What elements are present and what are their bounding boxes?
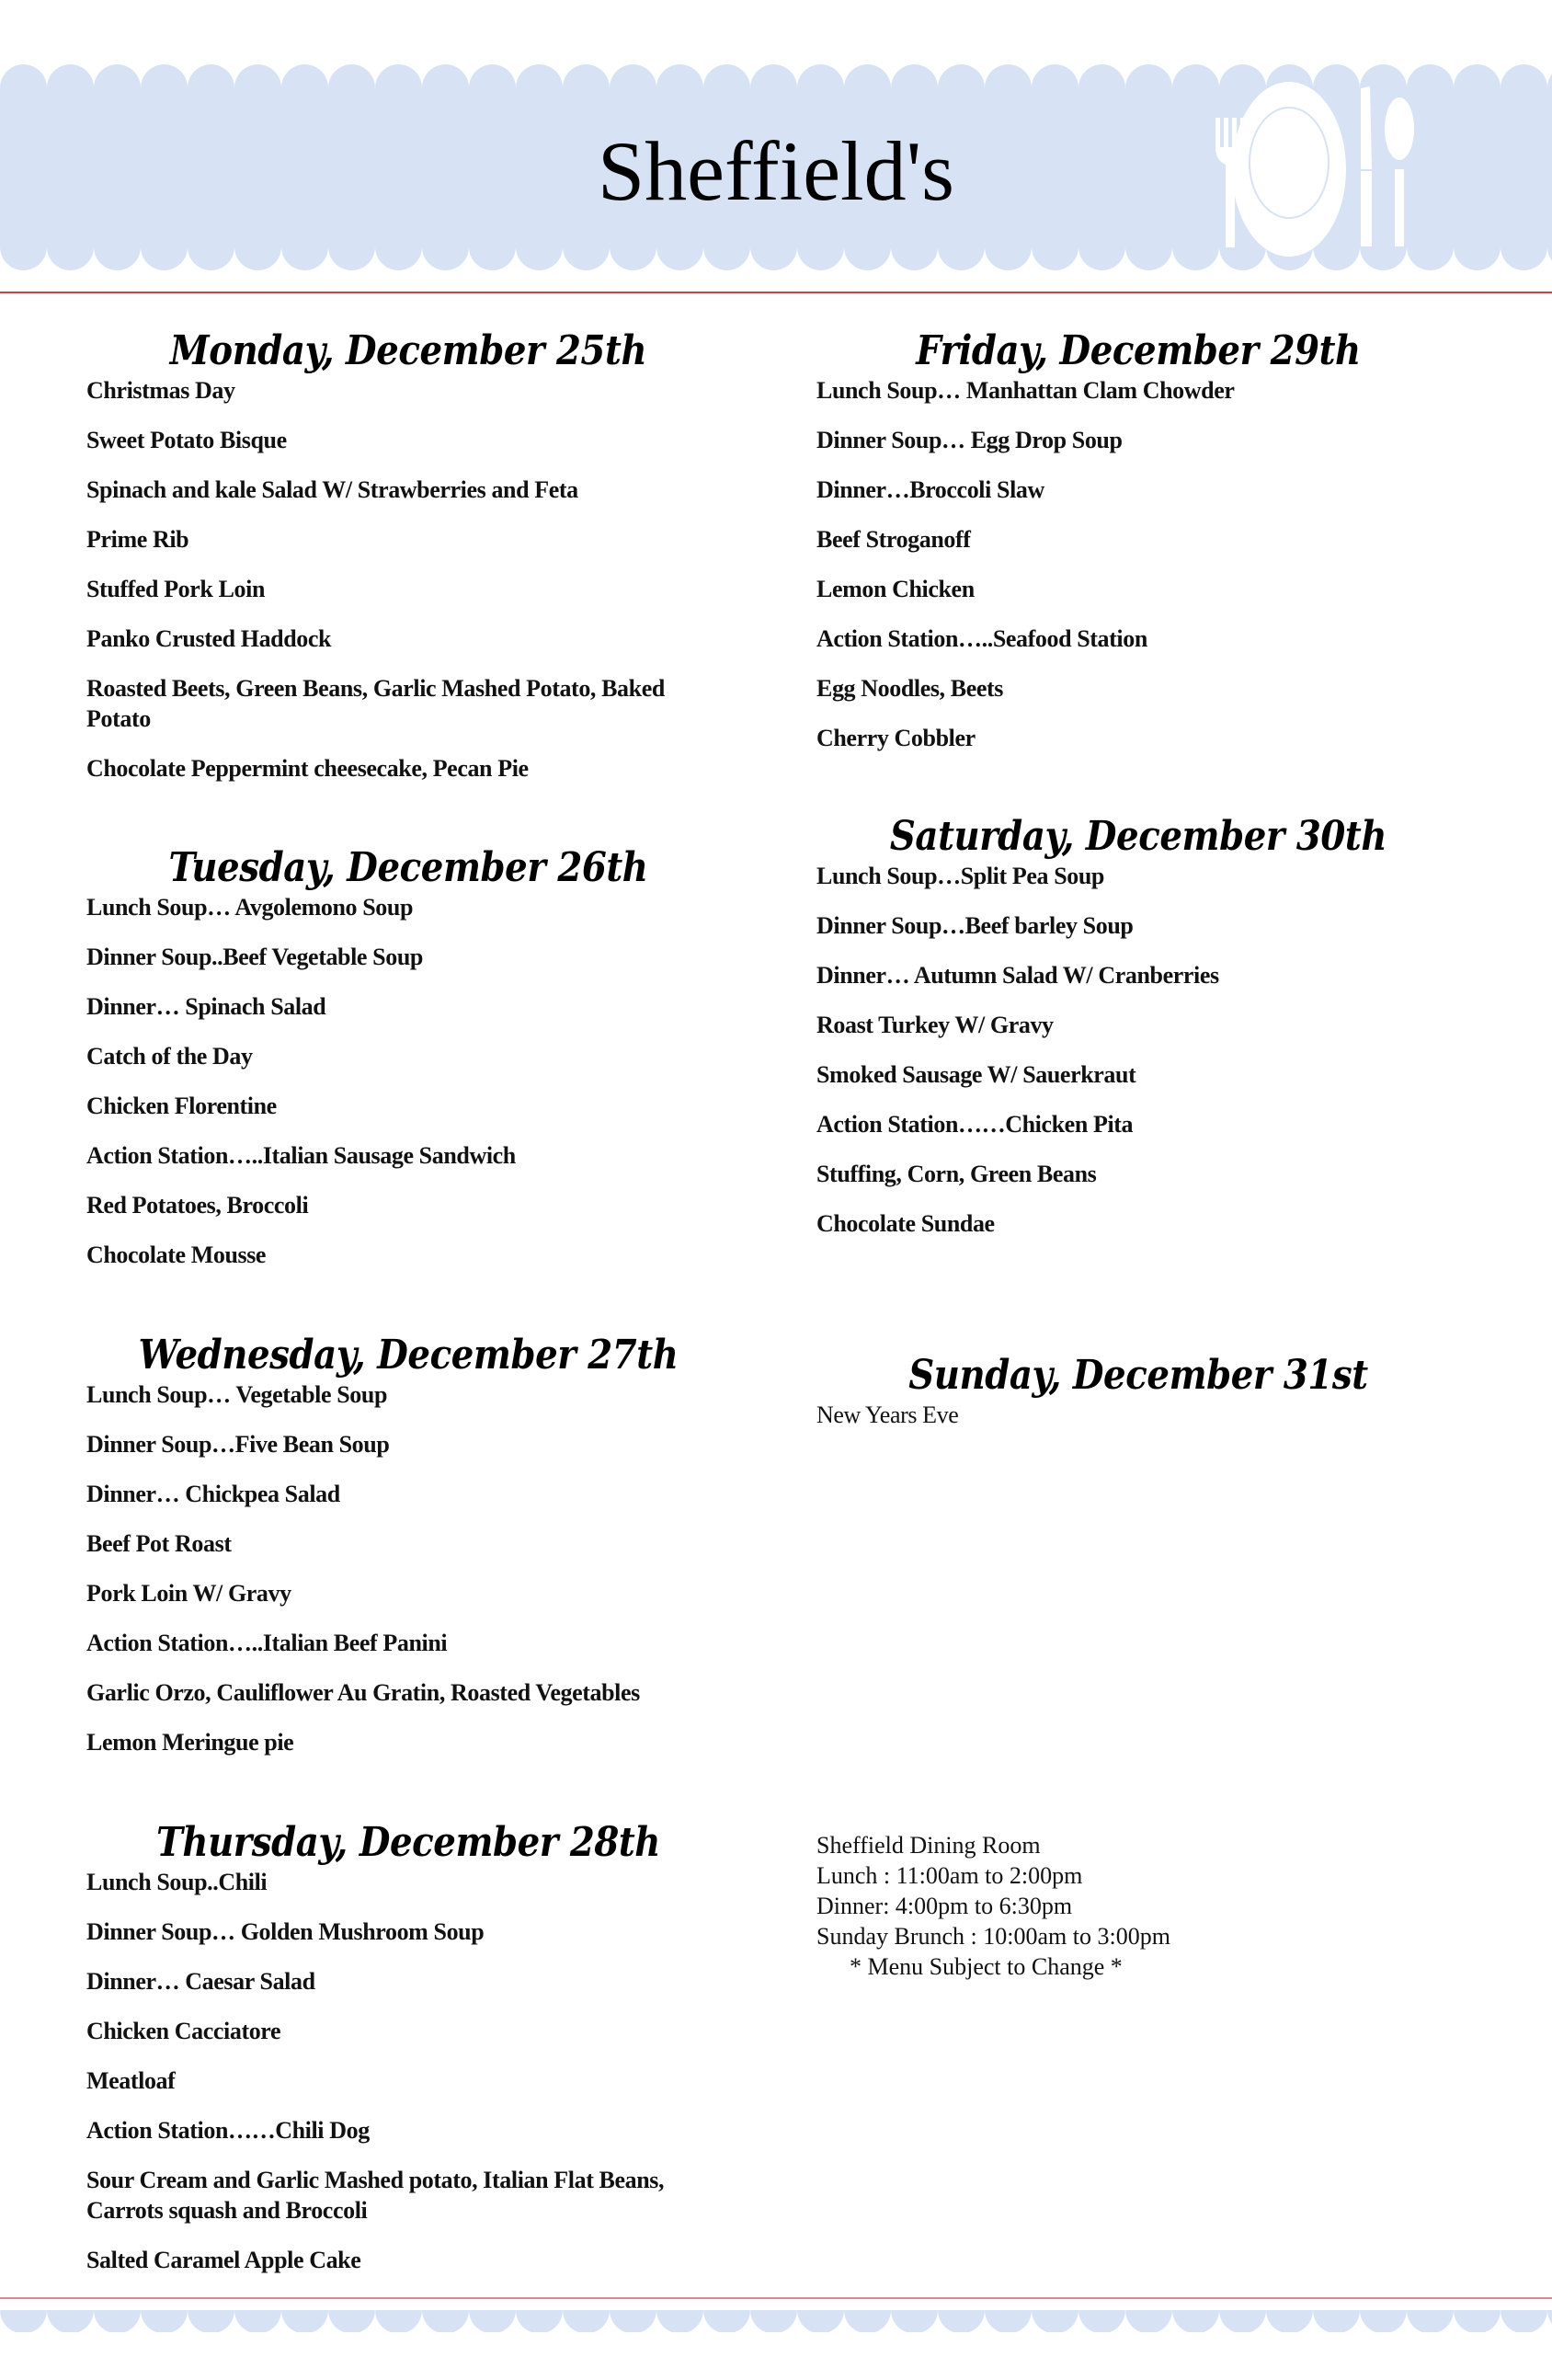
day-section-saturday	[816, 813, 1515, 1258]
menu-item: Dinner Soup… Golden Mushroom Soup	[86, 1918, 485, 1945]
scallop-bottom	[1032, 223, 1078, 270]
scallop-footer	[938, 2310, 985, 2332]
menu-item: Catch of the Day	[86, 1043, 253, 1070]
scallop-top	[844, 64, 891, 111]
menu-item: Dinner…Broccoli Slaw	[816, 476, 1044, 503]
menu-item: Lunch Soup… Avgolemono Soup	[86, 894, 414, 921]
menu-item: Action Station…..Seafood Station	[816, 625, 1147, 652]
menu-item: Dinner… Autumn Salad W/ Cranberries	[816, 962, 1219, 989]
scallop-top	[375, 64, 422, 111]
scallop-footer	[1125, 2310, 1172, 2332]
place-setting-icon	[1206, 74, 1482, 257]
scallop-footer	[516, 2310, 563, 2332]
menu-item: Lunch Soup..Chili	[86, 1869, 268, 1895]
knife-icon	[1361, 86, 1372, 246]
scallop-bottom	[94, 223, 141, 270]
scallop-footer	[656, 2310, 703, 2332]
day-heading: Tuesday, December 26th	[168, 844, 648, 891]
scallop-bottom	[1125, 223, 1172, 270]
scallop-footer	[1172, 2310, 1219, 2332]
menu-item: Roast Turkey W/ Gravy	[816, 1012, 1054, 1038]
scallop-footer	[1313, 2310, 1360, 2332]
scallop-footer	[234, 2310, 281, 2332]
scallop-bottom	[656, 223, 703, 270]
scallop-bottom	[281, 223, 328, 270]
menu-item: Prime Rib	[86, 526, 189, 553]
menu-item: Egg Noodles, Beets	[816, 675, 1003, 702]
venue-name: Sheffield Dining Room	[816, 1832, 1041, 1859]
menu-item-list	[86, 892, 785, 1270]
scallop-bottom	[375, 223, 422, 270]
scallop-footer	[188, 2310, 234, 2332]
scallop-top	[891, 64, 938, 111]
menu-item: Lunch Soup… Vegetable Soup	[86, 1381, 388, 1408]
scallop-bottom	[563, 223, 610, 270]
day-section-wednesday	[86, 1332, 785, 1777]
scallop-top	[0, 64, 47, 111]
day-heading: Thursday, December 28th	[155, 1819, 661, 1866]
scallop-footer	[141, 2310, 188, 2332]
scallop-bottom	[610, 223, 656, 270]
scallop-footer	[985, 2310, 1032, 2332]
scallop-footer	[797, 2310, 844, 2332]
day-heading: Monday, December 25th	[169, 327, 647, 374]
scallop-top	[750, 64, 797, 111]
menu-item: Dinner… Chickpea Salad	[86, 1481, 340, 1507]
scallop-top	[703, 64, 750, 111]
menu-item: Lemon Meringue pie	[86, 1729, 294, 1756]
scallop-bottom	[750, 223, 797, 270]
scallop-footer	[422, 2310, 469, 2332]
scallop-footer	[375, 2310, 422, 2332]
scallop-bottom	[1501, 223, 1547, 270]
menu-item-list	[816, 1400, 1515, 1430]
scallop-bottom	[422, 223, 469, 270]
scallop-top	[328, 64, 375, 111]
scallop-footer	[750, 2310, 797, 2332]
menu-item: Chocolate Sundae	[816, 1210, 995, 1237]
scallop-top	[1032, 64, 1078, 111]
menu-item: Cherry Cobbler	[816, 725, 976, 751]
menu-item: Beef Stroganoff	[816, 526, 971, 553]
day-heading: Saturday, December 30th	[889, 813, 1387, 860]
scallop-footer	[563, 2310, 610, 2332]
menu-item: Spinach and kale Salad W/ Strawberries and Feta	[86, 476, 578, 503]
day-section-friday	[816, 327, 1515, 772]
scallop-footer	[1032, 2310, 1078, 2332]
scallop-footer	[1501, 2310, 1547, 2332]
scallop-top	[610, 64, 656, 111]
scallop-bottom	[891, 223, 938, 270]
scallop-footer	[0, 2310, 47, 2332]
day-section-monday	[86, 327, 785, 803]
footer-scallop-border	[0, 2310, 1552, 2332]
menu-change-note: * Menu Subject to Change *	[850, 1953, 1123, 1980]
day-section-thursday	[86, 1819, 785, 2294]
scallop-footer	[844, 2310, 891, 2332]
scallop-top	[656, 64, 703, 111]
scallop-footer	[1407, 2310, 1454, 2332]
scallop-top	[422, 64, 469, 111]
scallop-top	[1501, 64, 1547, 111]
menu-item: Garlic Orzo, Cauliflower Au Gratin, Roasted Vegetables	[86, 1679, 640, 1706]
menu-item: Stuffed Pork Loin	[86, 576, 266, 602]
scallop-footer	[610, 2310, 656, 2332]
scallop-bottom	[703, 223, 750, 270]
scallop-top	[234, 64, 281, 111]
scallop-footer	[47, 2310, 94, 2332]
scallop-footer	[1454, 2310, 1501, 2332]
menu-item: Lemon Chicken	[816, 576, 975, 602]
scallop-footer	[1266, 2310, 1313, 2332]
scallop-bottom	[938, 223, 985, 270]
scallop-footer	[1078, 2310, 1125, 2332]
brunch-hours: Sunday Brunch : 10:00am to 3:00pm	[816, 1923, 1170, 1950]
scallop-bottom	[234, 223, 281, 270]
dining-hours	[816, 1830, 1170, 1982]
scallop-footer	[94, 2310, 141, 2332]
scallop-bottom	[985, 223, 1032, 270]
scallop-bottom	[141, 223, 188, 270]
menu-item-list	[86, 1379, 785, 1757]
menu-item: Dinner Soup..Beef Vegetable Soup	[86, 944, 423, 970]
menu-item: Action Station…..Italian Beef Panini	[86, 1630, 448, 1656]
scallop-top	[47, 64, 94, 111]
scallop-top	[281, 64, 328, 111]
restaurant-title: Sheffield's	[598, 124, 954, 218]
scallop-top	[516, 64, 563, 111]
menu-item: Chicken Cacciatore	[86, 2018, 281, 2044]
day-heading: Sunday, December 31st	[908, 1352, 1368, 1399]
header-divider	[0, 292, 1552, 293]
scallop-top	[797, 64, 844, 111]
menu-item: Sour Cream and Garlic Mashed potato, Italian Flat Beans, Carrots squash and Broccoli	[86, 2167, 665, 2224]
plate-icon	[1232, 82, 1346, 257]
scallop-bottom	[0, 223, 47, 270]
dinner-hours: Dinner: 4:00pm to 6:30pm	[816, 1893, 1073, 1919]
menu-item: Lunch Soup… Manhattan Clam Chowder	[816, 377, 1235, 404]
menu-item: Chocolate Peppermint cheesecake, Pecan Pie	[86, 755, 529, 782]
menu-item: Action Station……Chicken Pita	[816, 1111, 1134, 1138]
scallop-footer	[1547, 2310, 1552, 2332]
scallop-top	[141, 64, 188, 111]
menu-item: New Years Eve	[816, 1402, 959, 1428]
day-section-tuesday	[86, 844, 785, 1289]
menu-item: Roasted Beets, Green Beans, Garlic Mashed Potato, Baked Potato	[86, 675, 665, 732]
menu-item: Panko Crusted Haddock	[86, 625, 332, 652]
menu-item: Salted Caramel Apple Cake	[86, 2247, 361, 2273]
scallop-bottom	[469, 223, 516, 270]
menu-item-list	[86, 375, 785, 784]
scallop-footer	[1360, 2310, 1407, 2332]
scallop-footer	[703, 2310, 750, 2332]
menu-item: Meatloaf	[86, 2067, 176, 2094]
scallop-bottom	[188, 223, 234, 270]
scallop-bottom	[844, 223, 891, 270]
day-section-sunday	[816, 1352, 1515, 1449]
menu-item-list	[816, 861, 1515, 1239]
menu-item: Dinner Soup… Egg Drop Soup	[816, 427, 1123, 453]
scallop-top	[938, 64, 985, 111]
day-heading: Wednesday, December 27th	[138, 1332, 679, 1379]
menu-item: Chocolate Mousse	[86, 1241, 267, 1268]
scallop-top	[469, 64, 516, 111]
menu-item: Action Station…..Italian Sausage Sandwich	[86, 1142, 516, 1169]
scallop-footer	[469, 2310, 516, 2332]
scallop-footer	[891, 2310, 938, 2332]
menu-item: Dinner Soup…Five Bean Soup	[86, 1431, 390, 1458]
spoon-icon	[1385, 97, 1414, 246]
menu-item-list	[816, 375, 1515, 753]
scallop-bottom	[1078, 223, 1125, 270]
menu-item: Lunch Soup…Split Pea Soup	[816, 863, 1104, 889]
footer-divider	[0, 2297, 1552, 2299]
lunch-hours: Lunch : 11:00am to 2:00pm	[816, 1862, 1083, 1889]
menu-item-list	[86, 1867, 785, 2275]
scallop-top	[94, 64, 141, 111]
scallop-top	[563, 64, 610, 111]
scallop-footer	[1219, 2310, 1266, 2332]
menu-item: Beef Pot Roast	[86, 1530, 232, 1557]
menu-item: Action Station……Chili Dog	[86, 2117, 370, 2144]
scallop-bottom	[516, 223, 563, 270]
menu-item: Red Potatoes, Broccoli	[86, 1192, 309, 1219]
menu-item: Christmas Day	[86, 377, 235, 404]
scallop-footer	[281, 2310, 328, 2332]
scallop-top	[188, 64, 234, 111]
menu-item: Stuffing, Corn, Green Beans	[816, 1161, 1097, 1187]
scallop-footer	[328, 2310, 375, 2332]
menu-item: Chicken Florentine	[86, 1093, 277, 1119]
menu-item: Dinner Soup…Beef barley Soup	[816, 912, 1134, 939]
scallop-top	[1125, 64, 1172, 111]
scallop-top	[985, 64, 1032, 111]
menu-item: Pork Loin W/ Gravy	[86, 1580, 291, 1607]
scallop-bottom	[47, 223, 94, 270]
footer-scallops	[0, 2310, 1552, 2332]
menu-item: Sweet Potato Bisque	[86, 427, 287, 453]
day-heading: Friday, December 29th	[916, 327, 1361, 374]
scallop-bottom	[797, 223, 844, 270]
menu-item: Dinner… Spinach Salad	[86, 993, 326, 1020]
menu-item: Dinner… Caesar Salad	[86, 1968, 315, 1995]
scallop-top	[1078, 64, 1125, 111]
scallop-bottom	[328, 223, 375, 270]
menu-item: Smoked Sausage W/ Sauerkraut	[816, 1061, 1136, 1088]
